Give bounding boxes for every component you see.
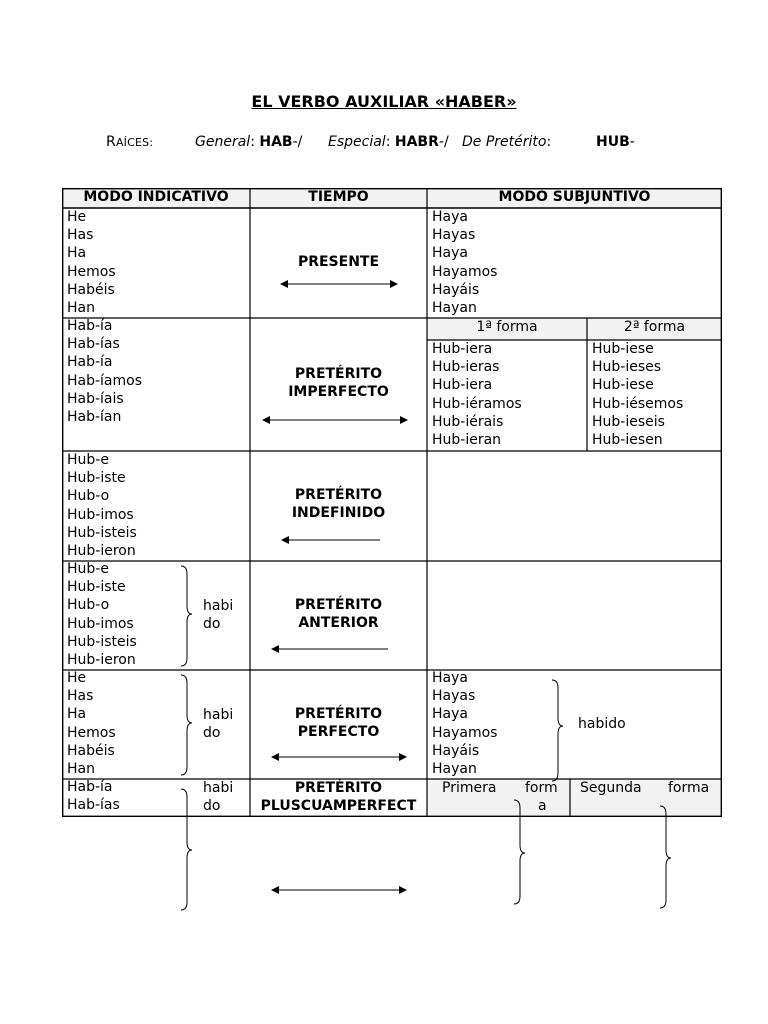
list-item: Hub-isteis xyxy=(67,524,137,541)
list-item: Hub-ieron xyxy=(67,652,136,669)
list-item: Han xyxy=(67,300,95,317)
tense-line: PERFECTO xyxy=(297,724,380,740)
list-item: He xyxy=(67,209,87,225)
list-item: Hub-iésemos xyxy=(592,395,684,412)
tense-line: PRETÉRITO xyxy=(294,597,383,613)
perfecto-indicativo-brace xyxy=(181,675,192,775)
list-item: Haya xyxy=(432,670,468,686)
tense-presente: PRESENTE xyxy=(297,254,380,270)
tense-line: ANTERIOR xyxy=(298,615,379,631)
roots-label: RAÍCES: xyxy=(106,134,154,150)
list-item: Hub-iste xyxy=(67,470,126,487)
header-subjuntivo: MODO SUBJUNTIVO xyxy=(427,188,722,208)
list-item: Hub-o xyxy=(67,488,110,505)
segunda-forma-b: forma xyxy=(668,780,710,796)
aux-line: do xyxy=(203,616,221,632)
forma1-header: 1ª forma xyxy=(476,319,538,335)
list-item: Hab-íais xyxy=(67,390,124,407)
list-item: Hab-ías xyxy=(67,797,120,814)
list-item: Habéis xyxy=(67,742,115,759)
list-item: Hub-imos xyxy=(67,615,134,632)
pluscuamperfecto-segunda-brace xyxy=(660,806,671,908)
list-item: Habéis xyxy=(67,281,115,298)
segunda-forma-a: Segunda xyxy=(580,780,642,796)
primera-forma-a: Primera xyxy=(442,780,497,796)
list-item: Has xyxy=(67,688,94,705)
list-item: Hub-ieran xyxy=(432,432,502,449)
list-item: Hayas xyxy=(432,227,476,244)
perfecto-subj-aux: habido xyxy=(578,716,626,732)
tense-line: PRETÉRITO xyxy=(294,706,383,722)
list-item: Hub-iste xyxy=(67,579,126,596)
list-item: Haya xyxy=(432,245,468,262)
list-item: Han xyxy=(67,761,95,778)
anterior-brace xyxy=(181,566,192,666)
list-item: Hab-ía xyxy=(67,318,113,334)
list-item: Hab-ías xyxy=(67,336,120,353)
list-item: Hab-ía xyxy=(67,354,113,371)
list-item: Hub-e xyxy=(67,452,109,468)
aux-line: habi xyxy=(203,707,234,723)
pluscuamperfecto-primera-brace xyxy=(514,800,525,904)
list-item: He xyxy=(67,670,87,686)
list-item: Hub-o xyxy=(67,597,110,614)
tense-line: PRETÉRITO xyxy=(294,780,383,796)
list-item: Hub-e xyxy=(67,561,109,577)
list-item: Hub-isteis xyxy=(67,633,137,650)
root-especial: Especial: HABR-/ xyxy=(328,134,449,150)
perfecto-subjuntivo-brace xyxy=(552,680,563,781)
list-item: Hub-imos xyxy=(67,506,134,523)
list-item: Hub-ieseis xyxy=(592,413,665,430)
list-item: Has xyxy=(67,227,94,244)
list-item: Ha xyxy=(67,706,87,723)
tense-line: IMPERFECTO xyxy=(288,384,389,400)
list-item: Hub-iese xyxy=(592,341,654,357)
root-preterito: De Pretérito: xyxy=(462,134,552,150)
list-item: Hayan xyxy=(432,761,477,778)
primera-forma-b: form xyxy=(525,780,558,796)
list-item: Haya xyxy=(432,209,468,225)
list-item: Hayamos xyxy=(432,263,498,280)
primera-forma-c: a xyxy=(538,798,547,814)
header-indicativo: MODO INDICATIVO xyxy=(62,188,250,208)
tense-line: INDEFINIDO xyxy=(291,505,386,521)
tense-line: PRETÉRITO xyxy=(294,366,383,382)
aux-line: habi xyxy=(203,598,234,614)
header-tiempo: TIEMPO xyxy=(250,188,427,208)
list-item: Hub-iérais xyxy=(432,413,504,430)
list-item: Hub-ieron xyxy=(67,543,136,560)
list-item: Hayas xyxy=(432,688,476,705)
aux-line: do xyxy=(203,798,221,814)
list-item: Hab-ían xyxy=(67,409,122,426)
list-item: Hayáis xyxy=(432,281,480,298)
list-item: Haya xyxy=(432,706,468,723)
list-item: Hab-íamos xyxy=(67,372,143,389)
list-item: Hub-iera xyxy=(432,341,493,357)
list-item: Hayáis xyxy=(432,742,480,759)
list-item: Hub-iéramos xyxy=(432,395,522,412)
root-preterito-value: HUB- xyxy=(596,134,635,150)
list-item: Hemos xyxy=(67,263,116,280)
document-title: EL VERBO AUXILIAR «HABER» xyxy=(251,92,517,111)
aux-line: do xyxy=(203,725,221,741)
list-item: Hub-ieras xyxy=(432,359,500,376)
aux-line: habi xyxy=(203,780,234,796)
list-item: Ha xyxy=(67,245,87,262)
tense-line: PLUSCUAMPERFECT xyxy=(260,798,417,814)
list-item: Hayamos xyxy=(432,724,498,741)
tense-line: PRETÉRITO xyxy=(294,487,383,503)
list-item: Hemos xyxy=(67,724,116,741)
list-item: Hub-iera xyxy=(432,377,493,394)
forma2-header: 2ª forma xyxy=(623,319,686,335)
list-item: Hab-ía xyxy=(67,779,113,795)
list-item: Hayan xyxy=(432,300,477,317)
list-item: Hub-iese xyxy=(592,377,654,394)
root-general: General: HAB-/ xyxy=(195,134,303,150)
list-item: Hub-ieses xyxy=(592,359,662,376)
list-item: Hub-iesen xyxy=(592,432,663,449)
pluscuamperfecto-indicativo-brace xyxy=(181,789,192,910)
